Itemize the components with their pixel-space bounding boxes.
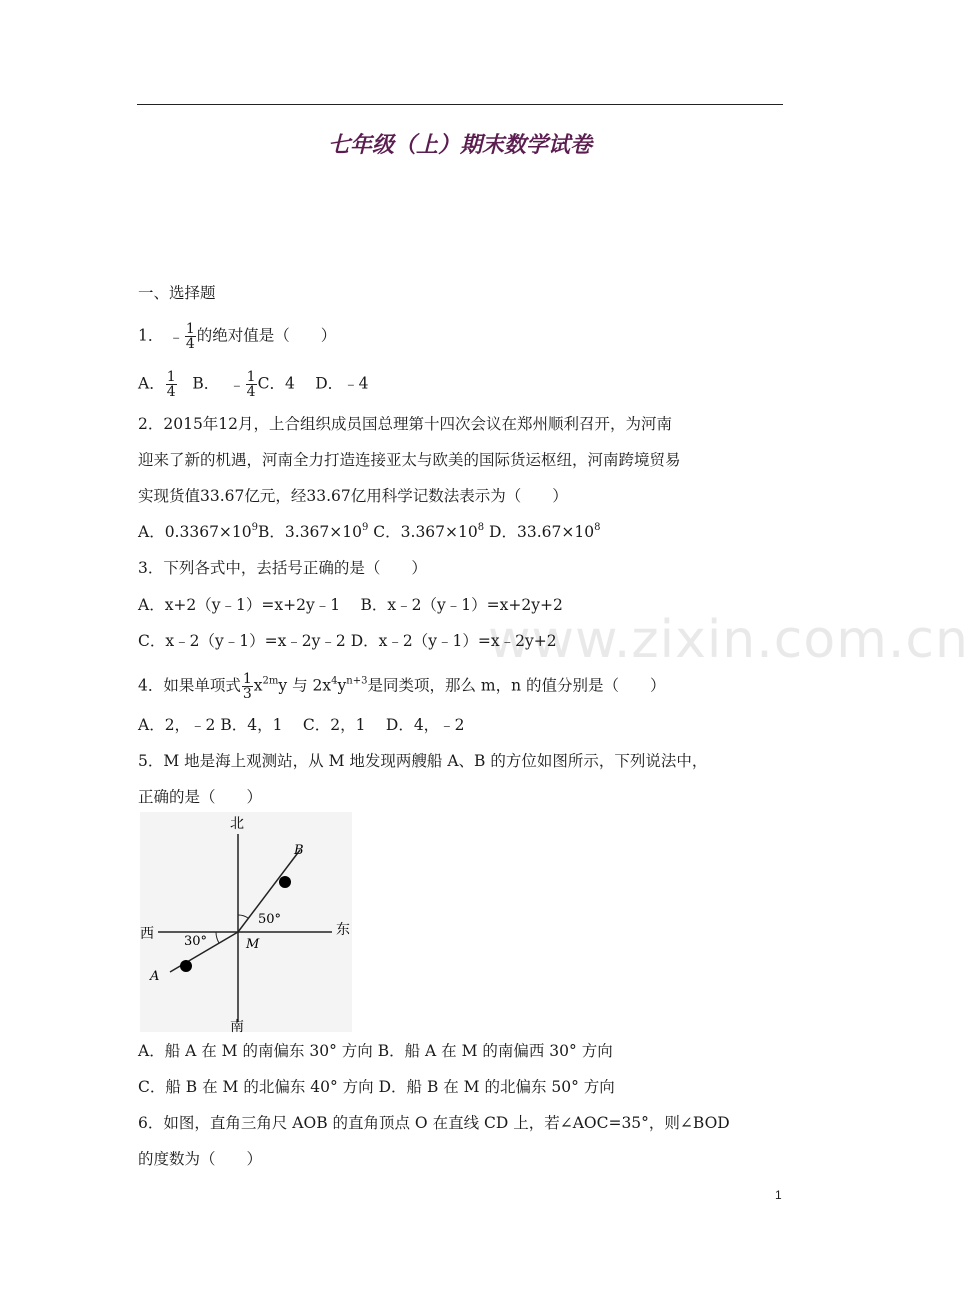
fraction: $\frac{1}{4}$ [246,369,256,400]
fraction: $\frac{1}{4}$ [185,321,195,352]
label-east: 东 [336,922,350,938]
question-6-line-2: 的度数为（ ） [138,1150,263,1168]
watermark: www.zixin.com.cn [488,610,969,670]
bearing-diagram [140,812,352,1035]
question-2-line-2: 迎来了新的机遇，河南全力打造连接亚太与欧美的国际货运枢纽，河南跨境贸易 [138,451,681,469]
question-1-stem: 1． ﹣ $\frac{1}{4}$ 的绝对值是（ ） [138,321,337,352]
question-5-line-1: 5．M 地是海上观测站，从 M 地发现两艘船 A、B 的方位如图所示，下列说法中， [138,752,708,770]
question-4-options: A．2，﹣2 B．4，1 C．2，1 D．4，﹣2 [138,716,465,734]
question-5-options-cd: C．船 B 在 M 的北偏东 40° 方向 D．船 B 在 M 的北偏东 50° 方向 [138,1078,615,1096]
label-angle-b: 50° [258,912,282,927]
question-1-options: A． $\frac{1}{4}$ B． ﹣ $\frac{1}{4}$ C．4 D．﹣4 [138,369,369,400]
question-3-options-cd: C．x﹣2（y﹣1）=x﹣2y﹣2 D．x﹣2（y﹣1）=x﹣2y+2 [138,632,557,650]
question-5-options-ab: A．船 A 在 M 的南偏东 30° 方向 B．船 A 在 M 的南偏西 30° 方向 [138,1042,613,1060]
question-2-options: A．$0.3367\times 10^9B$．$3.367\times 10^9$ C．$3.367\times 10^8$ D．$33.67\times 10^8$ [138,522,601,541]
question-2-line-1: 2．2015年12月，上合组织成员国总理第十四次会议在郑州顺利召开，为河南 [138,415,673,433]
ship-b-dot [279,876,291,888]
section-heading: 一、选择题 [138,284,216,302]
page-number: 1 [775,1188,782,1202]
question-6-line-1: 6．如图，直角三角尺 AOB 的直角顶点 O 在直线 CD 上，若∠AOC=35°，则∠BOD [138,1114,730,1132]
header-rule [137,104,783,105]
label-center-m: M [246,937,260,952]
ship-a-dot [180,960,192,972]
question-4-stem: 4．如果单项式 $\frac{1}{3}$ $x^{2m}y$ 与 $2x^4y^{n+3}$是同类项，那么 m，n 的值分别是（ ） [138,671,666,702]
label-north: 北 [230,816,244,832]
fraction: $\frac{1}{4}$ [166,369,176,400]
label-south: 南 [230,1019,244,1035]
question-3-options-ab: A．x+2（y﹣1）=x+2y﹣1 B．x﹣2（y﹣1）=x+2y+2 [138,596,563,614]
page-title: 七年级（上）期末数学试卷 [327,133,592,158]
label-point-b: B [294,843,304,858]
label-angle-a: 30° [184,934,208,949]
fraction: $\frac{1}{3}$ [242,671,252,702]
question-2-line-3: 实现货值33.67亿元，经33.67亿用科学记数法表示为（ ） [138,487,568,505]
label-west: 西 [140,926,154,942]
label-point-a: A [150,969,160,984]
question-5-line-2: 正确的是（ ） [138,788,263,806]
question-3-stem: 3．下列各式中，去括号正确的是（ ） [138,559,427,577]
